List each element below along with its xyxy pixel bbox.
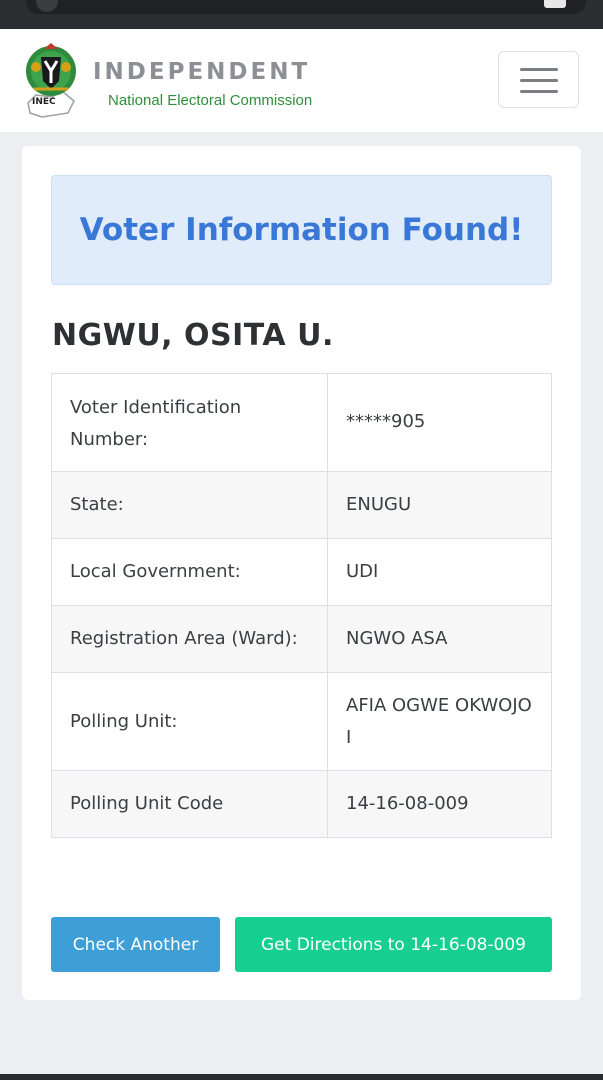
- brand-subtitle[interactable]: National Electoral Commission: [108, 92, 313, 109]
- get-directions-button[interactable]: Get Directions to 14-16-08-009: [235, 917, 552, 972]
- row-value: [328, 771, 552, 838]
- row-label: [52, 606, 328, 673]
- success-alert: [51, 175, 552, 285]
- row-value: [328, 374, 552, 472]
- polling-unit-label: Polling Unit:: [70, 710, 178, 732]
- check-another-button[interactable]: Check Another: [51, 917, 220, 972]
- table-row: [52, 374, 552, 472]
- row-value: [328, 606, 552, 673]
- row-value: [328, 472, 552, 539]
- row-value: [328, 673, 552, 771]
- logo-badge: INEC: [32, 97, 56, 107]
- lga-value: UDI: [346, 561, 379, 582]
- state-label: State:: [70, 494, 124, 515]
- row-label: [52, 539, 328, 606]
- browser-bottom-bar: [0, 1074, 603, 1080]
- brand-title[interactable]: INDEPENDENT: [93, 59, 311, 85]
- polling-unit-code-value: 14-16-08-009: [346, 793, 469, 814]
- result-card: [22, 146, 581, 1000]
- polling-unit-value: AFIA OGWE OKWOJO I: [346, 694, 532, 748]
- inec-logo[interactable]: [22, 37, 92, 121]
- table-row: [52, 771, 552, 838]
- polling-unit-code-label: Polling Unit Code: [70, 793, 224, 814]
- row-label: [52, 673, 328, 771]
- table-row: [52, 673, 552, 771]
- row-value: [328, 539, 552, 606]
- table-row: [52, 539, 552, 606]
- voter-name: NGWU, OSITA U.: [52, 318, 334, 353]
- tabs-icon[interactable]: [544, 0, 566, 8]
- address-bar[interactable]: [26, 0, 586, 14]
- navbar: [0, 29, 603, 132]
- ward-label: Registration Area (Ward):: [70, 628, 298, 649]
- vin-value: *****905: [346, 410, 426, 432]
- browser-toolbar: [0, 0, 603, 29]
- menu-toggle-button[interactable]: [498, 51, 579, 108]
- state-value: ENUGU: [346, 494, 412, 515]
- lga-label: Local Government:: [70, 561, 241, 582]
- vin-label: Voter Identification Number:: [70, 396, 242, 450]
- alert-message: Voter Information Found!: [79, 212, 524, 248]
- row-label: [52, 472, 328, 539]
- site-info-icon[interactable]: [36, 0, 58, 12]
- table-row: [52, 472, 552, 539]
- row-label: [52, 374, 328, 472]
- row-label: [52, 771, 328, 838]
- coat-of-arms-icon: [22, 37, 92, 121]
- ward-value: NGWO ASA: [346, 628, 448, 649]
- voter-info-table: [51, 373, 552, 838]
- table-row: [52, 606, 552, 673]
